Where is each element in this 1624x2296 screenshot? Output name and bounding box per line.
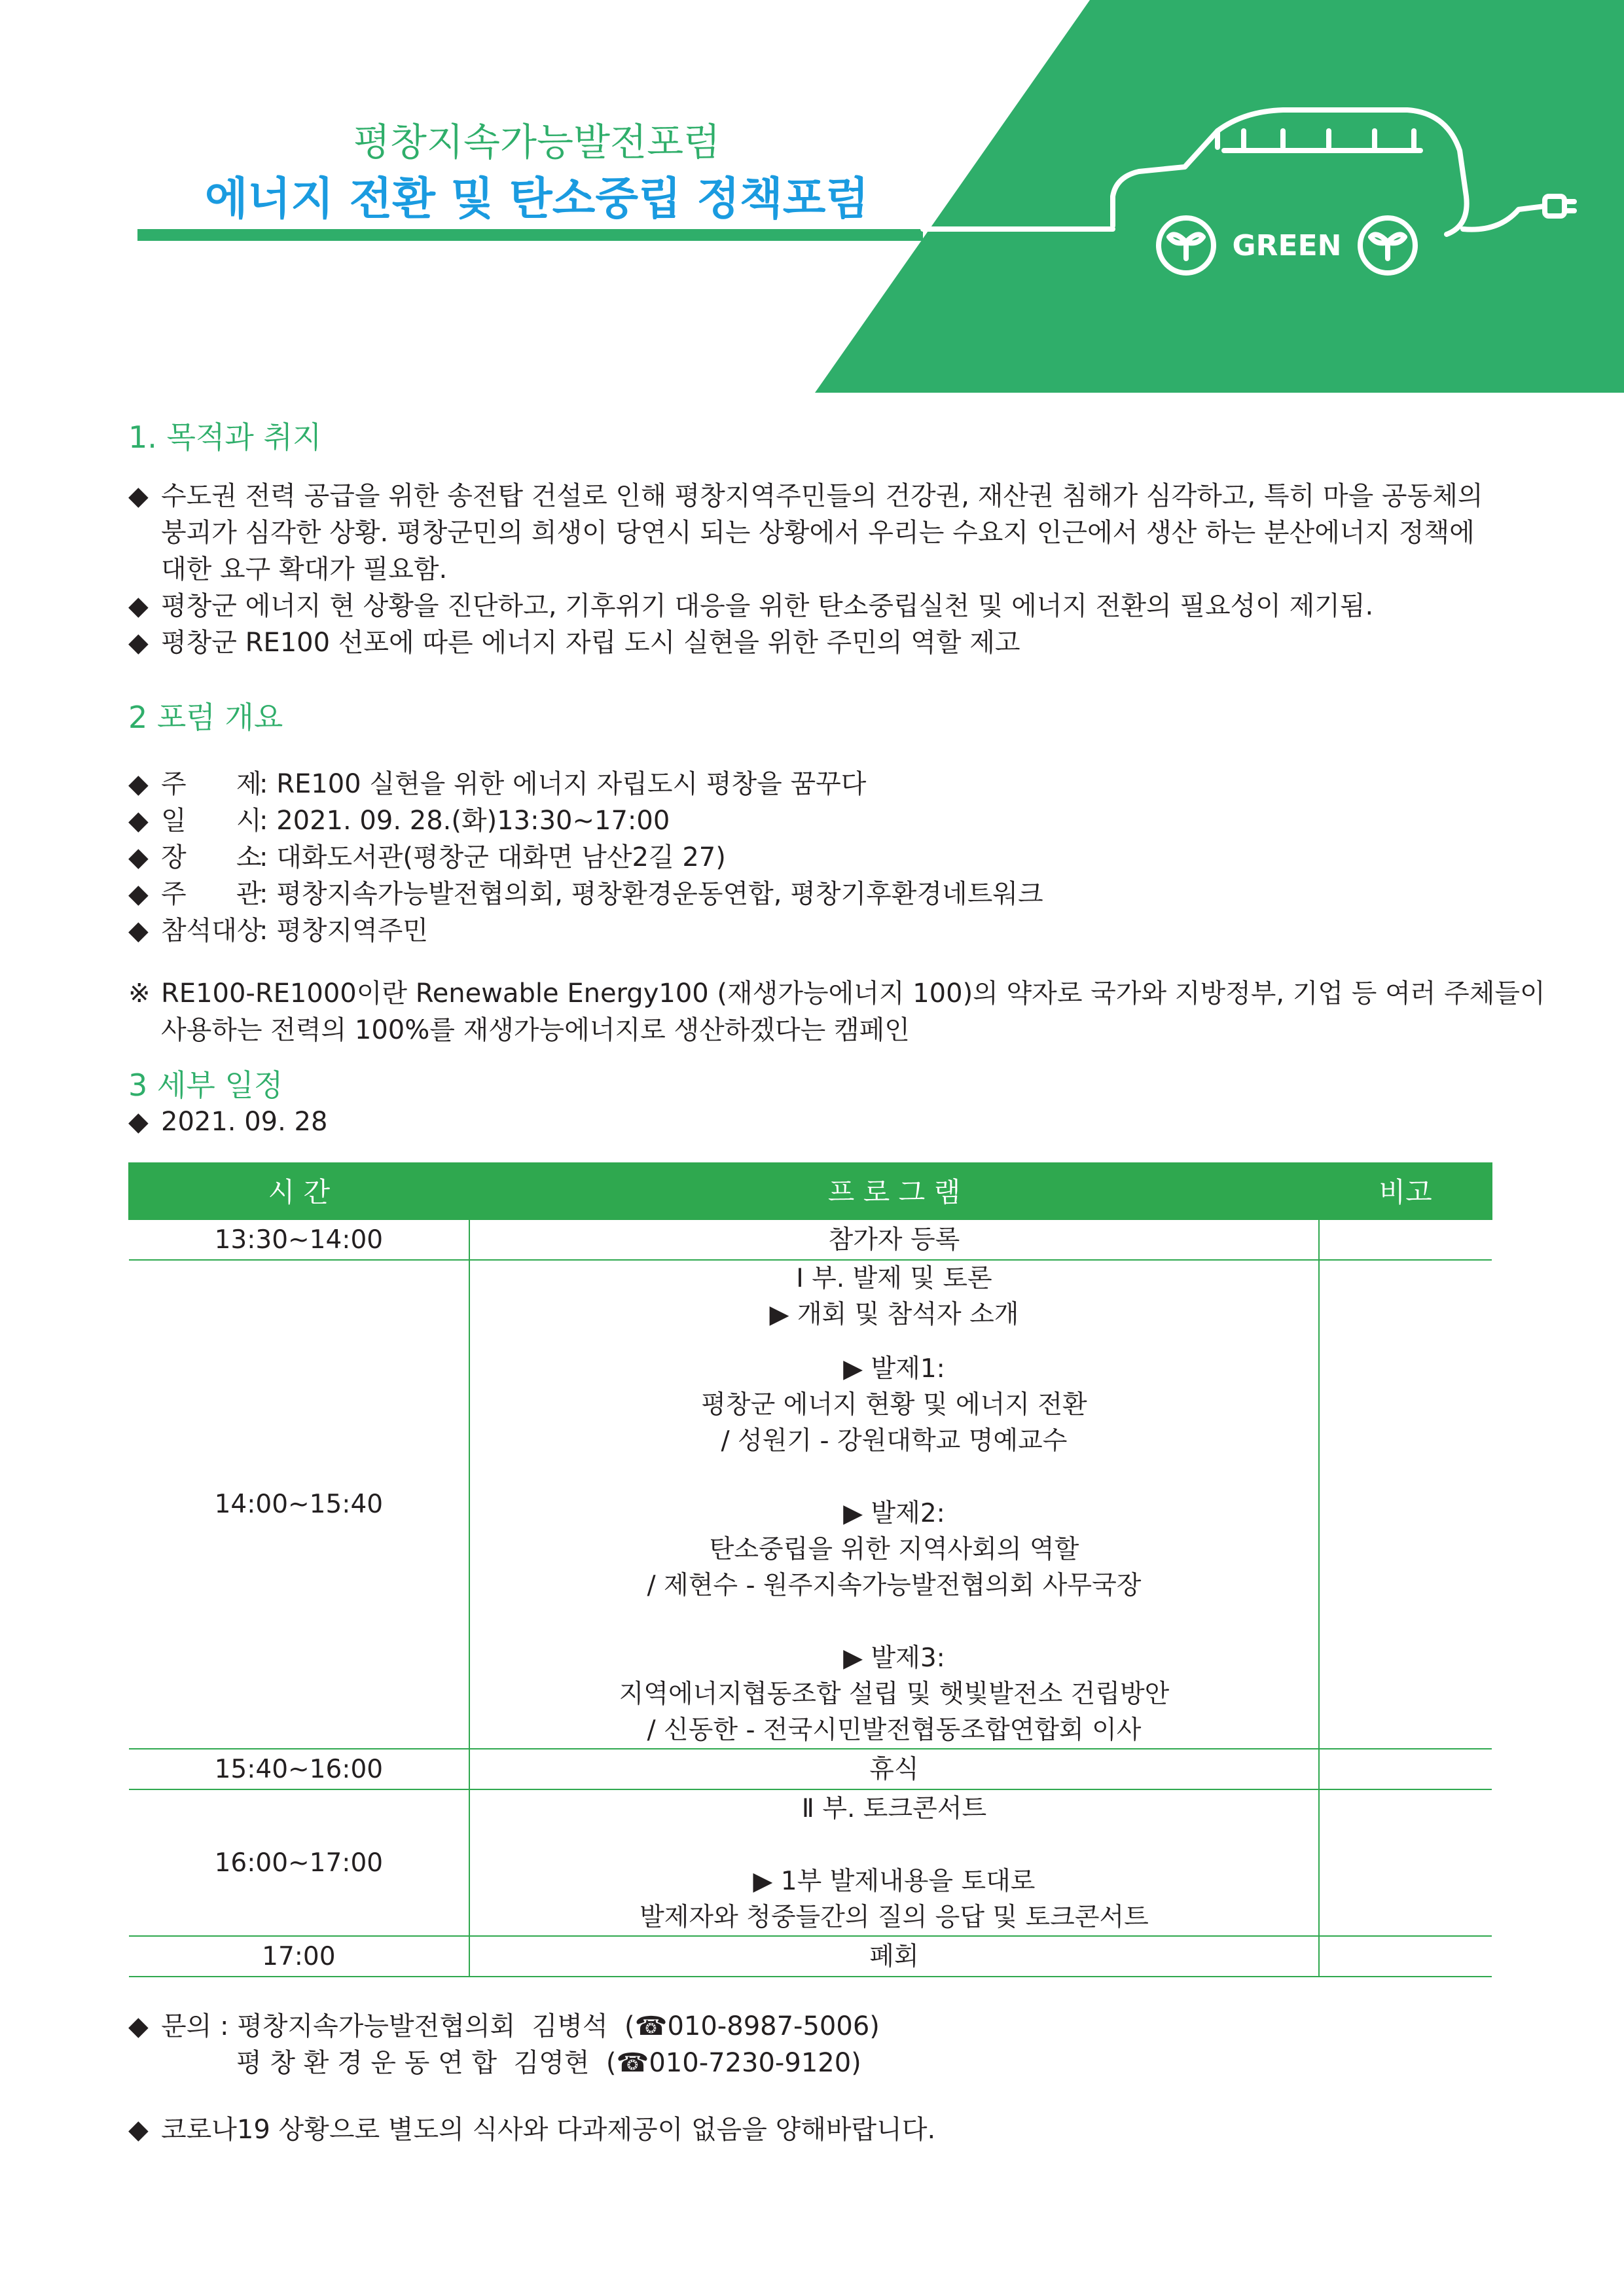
talk1-label: ▶ 발제1: — [843, 1354, 945, 1384]
row-time: 13:30~14:00 — [129, 1219, 469, 1260]
row-program: 폐회 — [469, 1936, 1320, 1977]
bullet-icon: ◆ — [128, 879, 149, 909]
row-program — [469, 1789, 1320, 1936]
overview-item-host: ◆ 주 관: 평창지속가능발전협의회, 평창환경운동연합, 평창기후환경네트워크 — [128, 876, 1043, 912]
row-time: 15:40~16:00 — [129, 1749, 469, 1789]
schedule-table — [128, 1162, 1492, 1977]
green-badge-text: GREEN — [1232, 229, 1342, 262]
section-heading-purpose: 1. 목적과 취지 — [128, 420, 322, 455]
bullet-icon: ◆ — [128, 481, 149, 511]
forum-name: 평창지속가능발전포럼 — [353, 120, 721, 164]
row-note — [1319, 1749, 1492, 1789]
talk2-label: ▶ 발제2: — [843, 1499, 945, 1528]
overview-item-datetime: ◆ 일 시: 2021. 09. 28.(화)13:30~17:00 — [128, 802, 670, 839]
row-note — [1319, 1260, 1492, 1749]
row-program: 참가자 등록 — [469, 1219, 1320, 1260]
header-note: 비고 — [1319, 1162, 1492, 1219]
row-note — [1319, 1219, 1492, 1260]
header-program: 프 로 그 램 — [469, 1162, 1320, 1219]
table-row — [129, 1789, 1492, 1936]
bullet-icon: ◆ — [128, 1107, 149, 1137]
row-note — [1319, 1789, 1492, 1936]
contact-line-2 — [236, 2045, 861, 2081]
contact2-org: 평 창 환 경 운 동 연 합 — [236, 2048, 497, 2078]
talk1-title: 평창군 에너지 현황 및 에너지 전환 — [701, 1390, 1087, 1420]
purpose-bullet-1: ◆ 수도권 전력 공급을 위한 송전탑 건설로 인해 평창지역주민들의 건강권, 재산권 침해가 심각하고, 특히 마을 공동체의 붕괴가 심각한 상황. 평창군민의 희생이 당연시 되는 상황에서 우리는 수요지 인근에서 생산 하는 분산에너지 정책에 대한 요구 확대가 필요함. — [128, 478, 1483, 588]
contact2-phone: (☎010-7230-9120) — [605, 2048, 861, 2078]
row-program: 휴식 — [469, 1749, 1320, 1789]
talk2-speaker: / 제현수 - 원주지속가능발전협의회 사무국장 — [647, 1571, 1142, 1600]
overview-item-topic: ◆ 주 제: RE100 실현을 위한 에너지 자립도시 평창을 꿈꾸다 — [128, 766, 866, 802]
row-time: 17:00 — [129, 1936, 469, 1977]
contact1-name: 김병석 — [532, 2011, 608, 2041]
section-heading-schedule: 3 세부 일정 — [128, 1067, 283, 1103]
header-time: 시 간 — [129, 1162, 469, 1219]
table-row — [129, 1749, 1492, 1789]
part2-title: Ⅱ 부. 토크콘서트 — [801, 1793, 987, 1823]
contact1-phone: (☎010-8987-5006) — [624, 2011, 880, 2041]
part1-title: Ⅰ 부. 발제 및 토론 — [796, 1264, 992, 1293]
overview-item-venue: ◆ 장 소: 대화도서관(평창군 대화면 남산2길 27) — [128, 839, 726, 876]
row-program — [469, 1260, 1320, 1749]
table-row — [129, 1219, 1492, 1260]
contact2-name: 김영현 — [513, 2048, 590, 2078]
re100-note: ※ RE100-RE1000이란 Renewable Energy100 (재생가능에너지 100)의 약자로 국가와 지방정부, 기업 등 여러 주체들이 사용하는 전력의 100%를 재생가능에너지로 생산하겠다는 캠페인 — [128, 975, 1545, 1049]
note-mark-icon: ※ — [128, 978, 151, 1009]
talk-concert-line1: ▶ 1부 발제내용을 토대로 — [753, 1866, 1036, 1896]
bullet-icon: ◆ — [128, 591, 149, 621]
talk3-label: ▶ 발제3: — [843, 1643, 945, 1673]
bullet-icon: ◆ — [128, 769, 149, 799]
bullet-icon: ◆ — [128, 916, 149, 946]
talk-concert-line2: 발제자와 청중들간의 질의 응답 및 토크콘서트 — [640, 1902, 1149, 1932]
talk3-speaker: / 신동한 - 전국시민발전협동조합연합회 이사 — [647, 1715, 1142, 1745]
header-underline-bar — [137, 229, 923, 241]
talk2-title: 탄소중립을 위한 지역사회의 역할 — [709, 1535, 1079, 1564]
row-time: 14:00~15:40 — [129, 1260, 469, 1749]
bullet-icon: ◆ — [128, 842, 149, 872]
bullet-icon: ◆ — [128, 2011, 149, 2041]
purpose-bullet-3: ◆ 평창군 RE100 선포에 따른 에너지 자립 도시 실현을 위한 주민의 역할 제고 — [128, 624, 1020, 661]
row-note — [1319, 1936, 1492, 1977]
bullet-icon: ◆ — [128, 2115, 149, 2145]
talk1-speaker: / 성원기 - 강원대학교 명예교수 — [721, 1426, 1068, 1456]
forum-title: 에너지 전환 및 탄소중립 정책포럼 — [204, 173, 869, 225]
bullet-icon: ◆ — [128, 806, 149, 836]
schedule-date: ◆ 2021. 09. 28 — [128, 1103, 327, 1140]
table-row — [129, 1936, 1492, 1977]
table-row — [129, 1260, 1492, 1749]
contact1-org: 평창지속가능발전협의회 — [237, 2011, 516, 2041]
section-heading-overview: 2 포럼 개요 — [128, 700, 283, 735]
purpose-bullet-2: ◆ 평창군 에너지 현 상황을 진단하고, 기후위기 대응을 위한 탄소중립실천 및 에너지 전환의 필요성이 제기됨. — [128, 588, 1373, 624]
contact-line-1: ◆ 문의 : 평창지속가능발전협의회 김병석 (☎010-8987-5006) — [128, 2008, 880, 2045]
opening-item: ▶ 개회 및 참석자 소개 — [769, 1300, 1019, 1329]
row-time: 16:00~17:00 — [129, 1789, 469, 1936]
bullet-icon: ◆ — [128, 628, 149, 658]
talk3-title: 지역에너지협동조합 설립 및 햇빛발전소 건립방안 — [619, 1679, 1170, 1709]
covid-notice: ◆ 코로나19 상황으로 별도의 식사와 다과제공이 없음을 양해바랍니다. — [128, 2111, 935, 2148]
table-header-row — [129, 1162, 1492, 1219]
overview-item-audience: ◆ 참석대상: 평창지역주민 — [128, 912, 428, 949]
